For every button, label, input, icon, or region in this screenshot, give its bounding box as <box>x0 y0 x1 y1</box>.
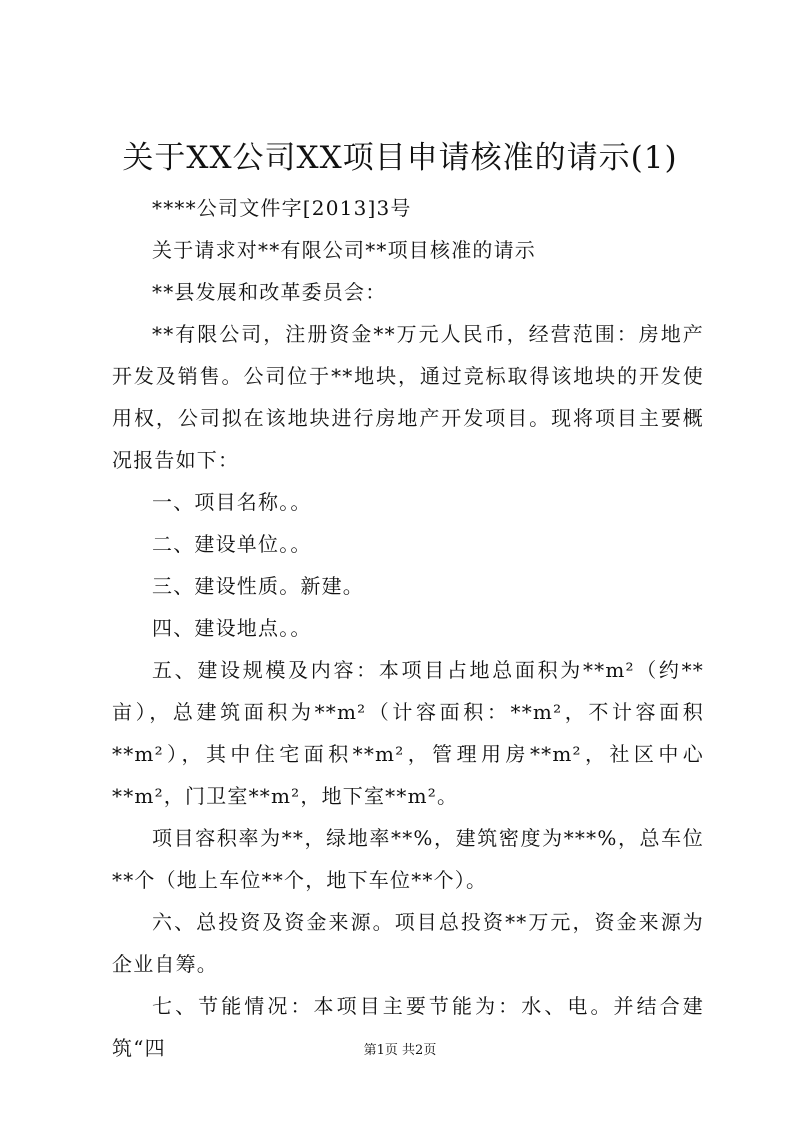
company-overview-paragraph: **有限公司，注册资金**万元人民币，经营范围：房地产开发及销售。公司位于**地块，通过竞标取得该地块的开发使用权，公司拟在该地块进行房地产开发项目。现将项目主要概况报告如下： <box>112 322 704 472</box>
investment-item: 六、总投资及资金来源。项目总投资**万元，资金来源为企业自筹。 <box>112 910 704 976</box>
project-name-item: 一、项目名称。。 <box>152 490 312 514</box>
project-indicators-paragraph: 项目容积率为**，绿地率**%，建筑密度为***%，总车位**个（地上车位**个，地下车位**个）。 <box>112 826 704 892</box>
construction-scale-item: 五、建设规模及内容：本项目占地总面积为**m²（约**亩），总建筑面积为**m²（计容面积：**m²，不计容面积**m²），其中住宅面积**m²，管理用房**m²，社区中心**m²，门卫室**m²，地下室**m²。 <box>112 658 704 808</box>
document-title: 关于XX公司XX项目申请核准的请示(1) <box>122 140 678 176</box>
request-subject: 关于请求对**有限公司**项目核准的请示 <box>152 238 536 262</box>
document-body <box>112 187 704 1069</box>
construction-location-item: 四、建设地点。。 <box>152 616 312 640</box>
addressee: **县发展和改革委员会： <box>152 280 387 304</box>
page-number-footer: 第1页 共2页 <box>363 1043 437 1058</box>
construction-nature-item: 三、建设性质。新建。 <box>152 574 364 598</box>
energy-saving-item: 七、节能情况：本项目主要节能为：水、电。并结合建筑“四 <box>112 994 704 1060</box>
construction-unit-item: 二、建设单位。。 <box>152 532 312 556</box>
document-number: ****公司文件字[2013]3号 <box>152 196 412 220</box>
